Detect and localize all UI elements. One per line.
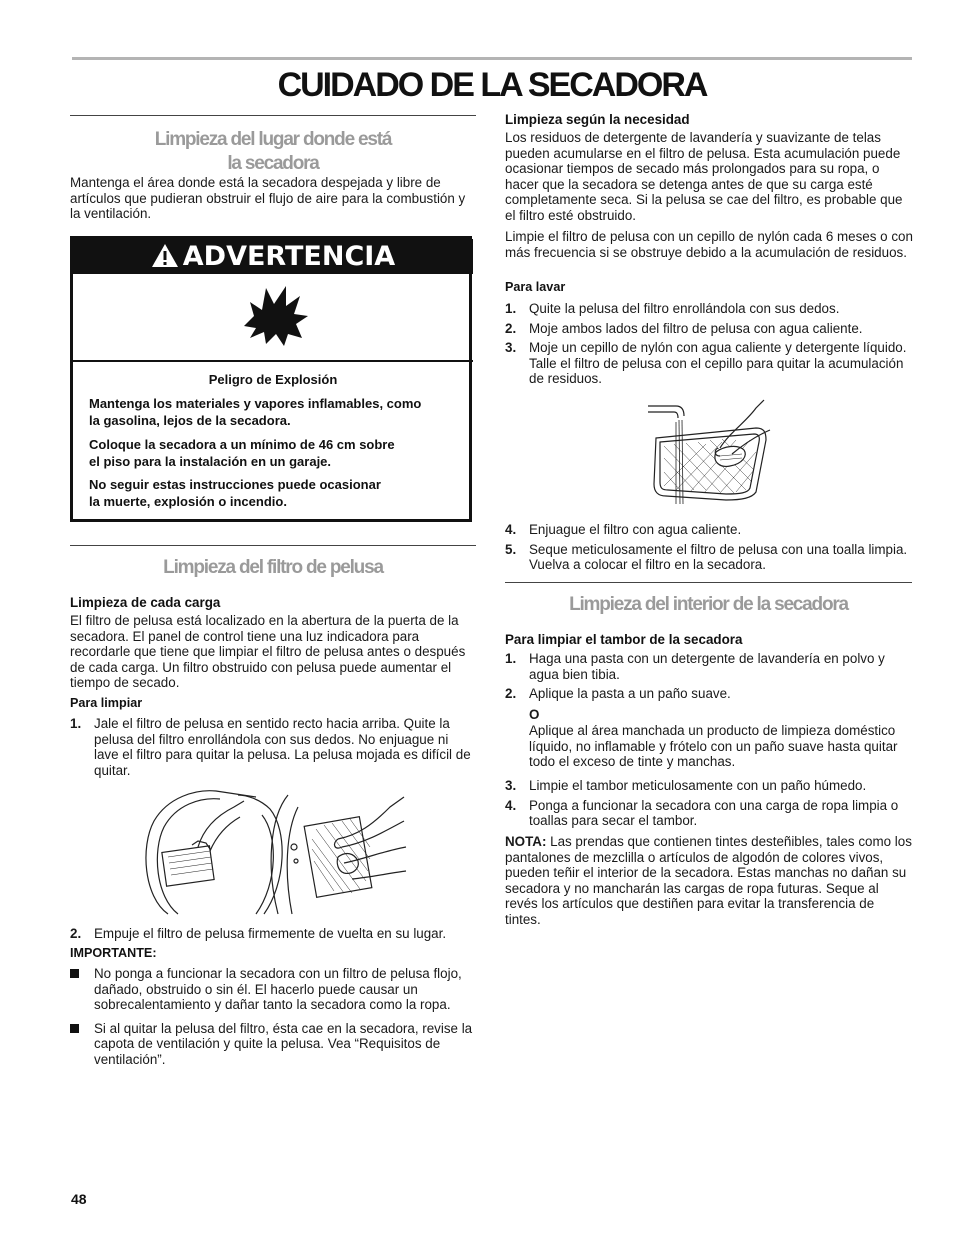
list-item: 4. Ponga a funcionar la secadora con una carga de ropa limpia o toallas para secar el tambor. xyxy=(505,797,899,829)
warning-paragraph-2: Coloque la secadora a un mínimo de 46 cm sobre el piso para la instalación en un garaje. xyxy=(89,437,395,469)
filter-brushing-illustration xyxy=(646,396,772,516)
section-heading-interior: Limpieza del interior de la secadora xyxy=(569,594,848,615)
list-item: 5. Seque meticulosamente el filtro de pelusa con una toalla limpia. Vuelva a colocar el filtro en la secadora. xyxy=(505,541,908,573)
explosion-icon xyxy=(240,284,312,348)
list-item: 1. Haga una pasta con un detergente de lavandería en polvo y agua bien tibia. xyxy=(505,651,885,682)
list-item: Si al quitar la pelusa del filtro, ésta cae en la secadora, revise la capota de ventilación y quite la pelusa. Vea “Requisitos de ventilación”. xyxy=(70,1021,474,1068)
filtro-steps-2 xyxy=(70,926,474,942)
list-item: 1. Jale el filtro de pelusa en sentido recto hacia arriba. Quite la pelusa del filtro enrollándola con sus dedos. No enjuague ni lave el filtro para quitar la pelusa. La pelusa mojada es difícil de quitar. xyxy=(70,716,471,778)
warning-paragraph-1: Mantenga los materiales y vapores inflamables, como la gasolina, lejos de la secadora. xyxy=(89,396,422,428)
nota-paragraph: NOTA: Las prendas que contienen tintes desteñibles, tales como los pantalones de mezclilla o artículos de algodón de colores vivos, pueden teñir el interior de la secadora. Estas manchas no dañan su secadora y no mancharán las cargas de ropa futuras. Seque al revés los artículos que destiñen para evitar la transferencia de tintes. xyxy=(505,834,912,927)
warning-triangle-icon xyxy=(151,243,179,268)
lugar-paragraph: Mantenga el área donde está la secadora despejada y libre de artículos que pudieran obstruir el flujo de aire para la combustión y la ventilación. xyxy=(70,175,466,222)
list-item: 2. Aplique la pasta a un paño suave. xyxy=(505,686,731,702)
bullet-icon xyxy=(70,1024,79,1033)
bullet-icon xyxy=(70,969,79,978)
warning-divider xyxy=(73,360,473,362)
nota-label: NOTA: xyxy=(505,834,547,849)
warning-paragraph-3: No seguir estas instrucciones puede ocasionar la muerte, explosión o incendio. xyxy=(89,477,381,509)
list-item: 4. Enjuague el filtro con agua caliente. xyxy=(505,522,742,537)
lavar-steps-2 xyxy=(505,522,913,573)
lavar-steps-1 xyxy=(505,301,913,387)
warning-hazard: Peligro de Explosión xyxy=(208,372,338,387)
necesidad-paragraph-2: Limpie el filtro de pelusa con un cepillo de nylón cada 6 meses o con más frecuencia si se obstruye debido a la acumulación de residuos. xyxy=(505,229,913,260)
page-number: 48 xyxy=(71,1191,87,1207)
label-para-lavar: Para lavar xyxy=(505,280,566,294)
cada-carga-paragraph: El filtro de pelusa está localizado en la abertura de la puerta de la secadora. El panel de control tiene una luz indicadora para recordarle que tiene que limpiar el filtro de pelusa antes o después de cada carga. Un filtro obstruido con pelusa puede aumentar el tiempo de secado. xyxy=(70,613,466,691)
section-rule xyxy=(70,545,476,546)
lint-filter-removal-illustration xyxy=(138,787,410,915)
subheading-tambor: Para limpiar el tambor de la secadora xyxy=(505,632,743,647)
section-rule xyxy=(70,115,476,116)
or-paragraph: Aplique al área manchada un producto de limpieza doméstico líquido, no inflamable y frótelo con un paño suave hasta quitar todo el exceso de tinte y manchas. xyxy=(529,723,898,770)
list-item: 2. Empuje el filtro de pelusa firmemente de vuelta en su lugar. xyxy=(70,926,447,941)
list-item: 1. Quite la pelusa del filtro enrollándola con sus dedos. xyxy=(505,301,840,316)
list-item: 3. Moje un cepillo de nylón con agua caliente y detergente líquido. Talle el filtro de pelusa con el cepillo para quitar la acumulación de residuos. xyxy=(505,340,907,387)
interior-steps-1 xyxy=(505,651,913,702)
list-item: No ponga a funcionar la secadora con un filtro de pelusa flojo, dañado, obstruido o sin él. El hacerlo puede causar un sobrecalentamiento y dañar tanto la secadora como la ropa. xyxy=(70,966,474,1013)
list-item: 2. Moje ambos lados del filtro de pelusa con agua caliente. xyxy=(505,320,863,336)
label-para-limpiar: Para limpiar xyxy=(70,696,143,710)
necesidad-paragraph-1: Los residuos de detergente de lavandería y suavizante de telas pueden acumularse en el filtro de pelusa. Esta acumulación puede ocasionar tiempos de secado más prolongados para su ropa, o hacer que la secadora se detenga antes de que su carga esté completamente seca. Si la pelusa se cae del filtro, es probable que el filtro esté obstruido. xyxy=(505,130,903,223)
filtro-steps-1 xyxy=(70,716,474,778)
importante-bullets xyxy=(70,966,474,1068)
subheading-necesidad: Limpieza según la necesidad xyxy=(505,112,690,127)
subheading-cada-carga: Limpieza de cada carga xyxy=(70,595,221,610)
section-heading-filtro: Limpieza del filtro de pelusa xyxy=(163,557,383,578)
warning-title: ADVERTENCIA xyxy=(73,240,473,273)
list-item: 3. Limpie el tambor meticulosamente con un paño húmedo. xyxy=(505,778,867,793)
section-heading-lugar: Limpieza del lugar donde está la secadora xyxy=(154,129,392,174)
label-importante: IMPORTANTE: xyxy=(70,946,157,960)
interior-steps-2 xyxy=(505,778,913,829)
title-rule xyxy=(72,57,912,60)
or-label: O xyxy=(529,707,540,722)
page-title: CUIDADO DE LA SECADORA xyxy=(277,66,707,104)
section-rule xyxy=(505,582,912,583)
